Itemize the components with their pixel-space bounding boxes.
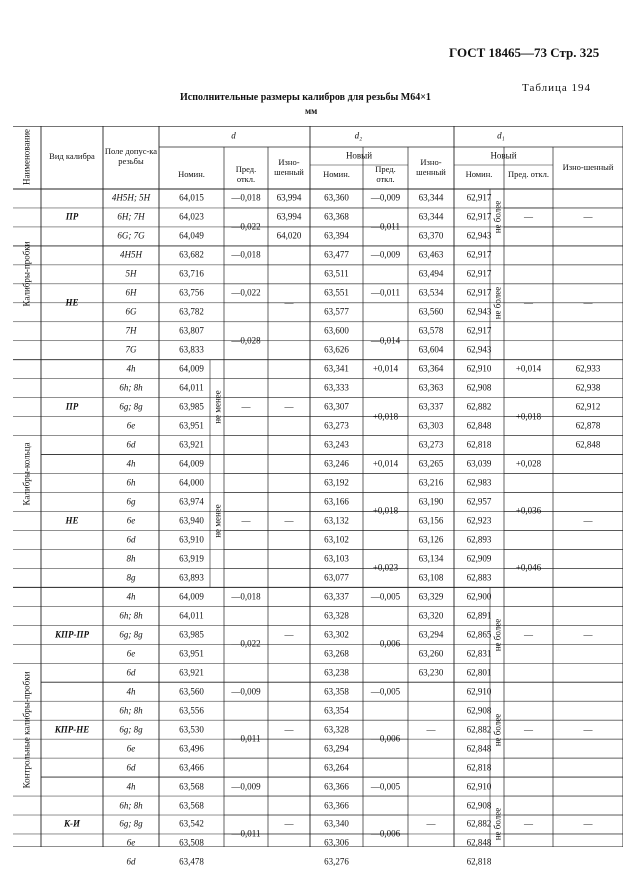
d-nominal: 64,009 [179,591,204,602]
d2-worn: 63,364 [418,363,444,374]
d2-nominal: 63,551 [324,287,349,298]
d1-nominal: 62,883 [466,572,492,583]
d1-nominal: 62,910 [466,781,492,792]
d-nominal: 63,530 [179,724,204,735]
d-deviation: —0,009 [231,781,261,792]
d-nominal: 63,921 [179,667,204,678]
d-nominal: 63,496 [179,743,204,754]
tolerance-field: 4h [126,781,136,792]
tolerance-field: 7H [125,325,137,336]
d2-nominal: 63,294 [324,743,349,754]
d2-nominal: 63,477 [324,249,349,260]
ne-bolee-label: не более [492,713,503,746]
d2-nominal: 63,354 [324,705,349,716]
d2-worn: 63,190 [418,496,444,507]
d2-worn: 63,578 [418,325,444,336]
d-deviation: —0,009 [231,686,261,697]
d2-nominal: 63,192 [324,477,349,488]
dash-mark: — [583,297,593,308]
header-nom: Номин. [465,169,493,180]
d1-worn: 62,912 [575,401,601,412]
d2-deviation: +0,023 [372,562,399,573]
d1-nominal: 62,910 [466,363,492,374]
tolerance-field: 6g; 8g [119,818,143,829]
d1-nominal: 62,865 [466,629,492,640]
tolerance-field: 6h [126,477,136,488]
tolerance-field: 6g; 8g [119,401,143,412]
d1-worn: 62,938 [575,382,601,393]
tolerance-field: 6e [126,648,136,659]
tolerance-field: 6d [126,762,136,773]
d-deviation: —0,011 [231,733,261,744]
d2-worn: 63,363 [418,382,444,393]
table-caption: Исполнительные размеры калибров для резьбы М64×1 [180,92,431,103]
d1-nominal: 62,848 [466,743,492,754]
dash-mark: — [583,818,593,829]
d2-worn: 63,303 [418,420,444,431]
d-nominal: 63,542 [179,818,204,829]
d2-worn: 63,344 [418,192,444,203]
group-label-2: Контрольные калибры-пробки [21,671,32,789]
d2-nominal: 63,103 [324,553,349,564]
dash-mark: — [241,515,251,526]
d1-nominal: 62,882 [466,401,492,412]
d1-nominal: 62,910 [466,686,492,697]
d-deviation: —0,018 [231,591,261,602]
d2-deviation: —0,011 [371,221,400,232]
d1-nominal: 62,917 [466,325,492,336]
d-nominal: 63,756 [179,287,204,298]
kind-label: ПР [65,401,79,412]
d2-deviation: —0,005 [370,781,401,792]
ne-menee-label: не менее [212,504,223,538]
tolerance-field: 6e [126,743,136,754]
d-deviation: —0,022 [231,287,261,298]
d-nominal: 63,833 [179,344,204,355]
d2-worn: 63,320 [418,610,444,621]
kind-label: НЕ [65,515,79,526]
page-header: ГОСТ 18465—73 Стр. 325 [449,45,600,60]
d2-worn: 63,260 [418,648,444,659]
d2-worn: 63,134 [418,553,444,564]
d2-deviation: +0,014 [372,458,399,469]
d2-deviation: —0,011 [371,287,400,298]
d2-worn: 63,344 [418,211,444,222]
d-nominal: 64,009 [179,458,204,469]
d1-nominal: 62,818 [466,856,492,867]
tolerance-field: 8h [126,553,136,564]
header-nom: Номин. [323,169,350,180]
d2-nominal: 63,328 [324,724,349,735]
d2-nominal: 63,273 [324,420,349,431]
d1-nominal: 62,848 [466,420,492,431]
d2-worn: 63,265 [418,458,444,469]
d1-nominal: 63,039 [466,458,492,469]
d1-nominal: 62,831 [466,648,492,659]
d2-nominal: 63,302 [324,629,349,640]
tolerance-field: 4H5H; 5H [111,192,151,203]
tolerance-field: 4H5H [120,249,142,260]
kind-label: КПР-НЕ [54,724,90,735]
d2-nominal: 63,276 [324,856,349,867]
header-izn: Изно-шенный [416,157,446,177]
d-deviation: —0,018 [231,192,261,203]
d2-deviation: —0,014 [370,335,401,346]
d-nominal: 63,568 [179,781,204,792]
dash-mark: — [284,515,294,526]
d2-worn: 63,604 [418,344,444,355]
header-d1: d₁ [497,130,505,141]
d1-worn: 62,848 [575,439,601,450]
d2-worn: 63,329 [418,591,444,602]
d-deviation: —0,011 [231,828,261,839]
d2-worn: 63,156 [418,515,444,526]
tolerance-field: 4h [126,686,136,697]
d2-worn: 63,337 [418,401,444,412]
d-nominal: 63,782 [179,306,204,317]
header-new-d1: Новый [490,150,517,161]
d1-nominal: 62,908 [466,800,492,811]
group-label-0: Калибры-пробки [21,241,32,307]
dimensions-table [13,126,623,867]
d-nominal: 63,974 [179,496,204,507]
d1-nominal: 62,983 [466,477,492,488]
d2-worn: 63,494 [418,268,444,279]
d2-deviation: —0,006 [370,828,401,839]
d-worn: 63,994 [276,211,302,222]
tolerance-field: 6e [126,515,136,526]
d-nominal: 63,919 [179,553,204,564]
d2-worn: 63,230 [418,667,444,678]
header-izn: Изно-шенный [274,157,304,177]
ne-menee-label: не менее [212,390,223,424]
d1-nominal: 62,900 [466,591,492,602]
tolerance-field: 6g [126,496,136,507]
tolerance-field: 6h; 8h [119,800,143,811]
dash-mark: — [284,629,294,640]
tolerance-field: 6H [125,287,137,298]
tolerance-field: 8g [126,572,136,583]
d2-nominal: 63,306 [324,837,349,848]
d2-nominal: 63,626 [324,344,349,355]
tolerance-field: 6h; 8h [119,610,143,621]
d2-nominal: 63,333 [324,382,349,393]
group-label-1: Калибры-кольца [21,442,32,506]
header-new-d2: Новый [345,150,373,161]
kind-label: НЕ [65,297,79,308]
d2-deviation: —0,006 [370,733,401,744]
d2-nominal: 63,358 [324,686,349,697]
d-nominal: 64,015 [179,192,204,203]
tolerance-field: 6G [125,306,137,317]
d1-deviation: +0,014 [515,363,542,374]
header-izn: Изно-шенный [562,162,614,173]
header-nom: Номин. [178,169,205,180]
d2-worn: 63,108 [418,572,444,583]
ne-bolee-label: не более [492,808,503,841]
d2-nominal: 63,366 [324,781,349,792]
d2-nominal: 63,600 [324,325,349,336]
d2-nominal: 63,268 [324,648,349,659]
d2-nominal: 63,246 [324,458,349,469]
d2-nominal: 63,328 [324,610,349,621]
tolerance-field: 6h; 8h [119,382,143,393]
d-nominal: 63,985 [179,629,204,640]
d2-deviation: —0,006 [370,638,401,649]
d2-nominal: 63,132 [324,515,349,526]
d1-nominal: 62,917 [466,211,492,222]
d2-nominal: 63,077 [324,572,349,583]
dash-mark: — [284,401,294,412]
d2-worn: 63,534 [418,287,444,298]
d1-nominal: 62,957 [466,496,492,507]
d2-worn: 63,273 [418,439,444,450]
dash-mark: — [284,724,294,735]
d-nominal: 63,682 [179,249,204,260]
d2-worn: 63,216 [418,477,444,488]
d-nominal: 64,011 [179,382,204,393]
header-d: d [231,130,236,141]
d1-worn: 62,878 [575,420,601,431]
ne-bolee-label: не более [492,618,503,652]
d2-deviation: —0,005 [370,591,401,602]
dash-mark: — [583,629,593,640]
header-pred: Пред. откл. [375,164,396,184]
dash-mark: — [426,724,436,735]
d1-deviation: +0,018 [515,411,542,422]
d-nominal: 63,921 [179,439,204,450]
d2-nominal: 63,238 [324,667,349,678]
d-deviation: —0,022 [231,638,261,649]
d-nominal: 63,951 [179,420,204,431]
d1-nominal: 62,891 [466,610,492,621]
d1-nominal: 62,908 [466,705,492,716]
d-worn: 63,994 [276,192,302,203]
header-pred: Пред. откл. [508,169,549,180]
d1-nominal: 62,917 [466,192,492,203]
d1-nominal: 62,909 [466,553,492,564]
ne-bolee-label: не более [492,286,503,320]
d-nominal: 63,568 [179,800,204,811]
ne-bolee-label: не более [492,201,503,234]
tolerance-field: 6g; 8g [119,629,143,640]
tolerance-field: 6G; 7G [117,230,145,241]
d1-deviation: +0,036 [515,505,542,516]
tolerance-field: 6d [126,439,136,450]
d1-nominal: 62,818 [466,439,492,450]
header-kind: Вид калибра [49,151,95,162]
d2-nominal: 63,264 [324,762,349,773]
dash-mark: — [241,401,251,412]
d2-nominal: 63,511 [324,268,349,279]
d-nominal: 63,556 [179,705,204,716]
d2-nominal: 63,394 [324,230,349,241]
d2-nominal: 63,341 [324,363,349,374]
d2-worn: 63,463 [418,249,444,260]
d2-nominal: 63,243 [324,439,349,450]
d2-worn: 63,560 [418,306,444,317]
dash-mark: — [583,724,593,735]
tolerance-field: 6e [126,420,136,431]
d1-nominal: 62,943 [466,230,492,241]
d-worn: 64,020 [276,230,302,241]
dash-mark: — [524,211,533,222]
d1-nominal: 62,882 [466,818,492,829]
d-nominal: 63,716 [179,268,204,279]
d2-deviation: —0,009 [370,192,401,203]
d-nominal: 64,000 [179,477,204,488]
unit-label: мм [305,106,318,116]
dash-mark: — [426,818,436,829]
d-nominal: 64,011 [179,610,204,621]
d2-deviation: +0,014 [372,363,399,374]
d-nominal: 64,049 [179,230,204,241]
d2-nominal: 63,368 [324,211,349,222]
d-nominal: 63,985 [179,401,204,412]
d2-nominal: 63,307 [324,401,349,412]
tolerance-field: 4h [126,363,136,374]
dash-mark: — [583,515,593,526]
d-nominal: 63,478 [179,856,204,867]
d1-nominal: 62,882 [466,724,492,735]
d1-nominal: 62,923 [466,515,492,526]
d-nominal: 63,940 [179,515,204,526]
tolerance-field: 4h [126,591,136,602]
tolerance-field: 5H [125,268,137,279]
tolerance-field: 6d [126,667,136,678]
d2-nominal: 63,102 [324,534,349,545]
d2-deviation: +0,018 [372,505,399,516]
d1-nominal: 62,943 [466,306,492,317]
d1-nominal: 62,943 [466,344,492,355]
d1-nominal: 62,908 [466,382,492,393]
d-deviation: —0,022 [231,221,261,232]
header-name: Наименование [21,128,32,186]
d1-nominal: 62,917 [466,249,492,260]
d-nominal: 63,508 [179,837,204,848]
d1-nominal: 62,818 [466,762,492,773]
d-deviation: —0,028 [231,335,261,346]
d1-worn: 62,933 [575,363,601,374]
d-nominal: 63,466 [179,762,204,773]
d-nominal: 64,009 [179,363,204,374]
d1-nominal: 62,893 [466,534,492,545]
d-nominal: 63,807 [179,325,204,336]
d2-nominal: 63,577 [324,306,349,317]
d2-nominal: 63,166 [324,496,349,507]
d1-nominal: 62,917 [466,268,492,279]
header-d2: d₂ [354,130,363,141]
table-number: Таблица 194 [522,82,592,94]
d2-deviation: +0,018 [372,411,399,422]
d1-nominal: 62,917 [466,287,492,298]
tolerance-field: 7G [125,344,137,355]
kind-label: ПР [65,211,79,222]
dash-mark: — [524,629,533,640]
d2-worn: 63,294 [418,629,444,640]
dash-mark: — [284,818,294,829]
dash-mark: — [524,297,533,308]
d2-nominal: 63,337 [324,591,349,602]
d2-worn: 63,370 [418,230,444,241]
dash-mark: — [524,818,533,829]
d1-deviation: +0,028 [515,458,542,469]
d-nominal: 63,910 [179,534,204,545]
tolerance-field: 6H; 7H [117,211,145,222]
d1-deviation: +0,046 [515,562,542,573]
d-nominal: 63,560 [179,686,204,697]
d2-deviation: —0,005 [370,686,401,697]
d-nominal: 63,893 [179,572,204,583]
tolerance-field: 4h [126,458,136,469]
header-field: Поле допус-ка резьбы [104,146,158,166]
kind-label: К-И [63,818,81,829]
header-pred: Пред. откл. [235,164,257,184]
d-nominal: 64,023 [179,211,204,222]
d-deviation: —0,018 [231,249,261,260]
tolerance-field: 6d [126,534,136,545]
table-grid [13,126,623,847]
tolerance-field: 6e [126,837,136,848]
d2-nominal: 63,340 [324,818,349,829]
dash-mark: — [524,724,533,735]
tolerance-field: 6h; 8h [119,705,143,716]
d1-nominal: 62,801 [466,667,492,678]
dash-mark: — [583,211,593,222]
d1-nominal: 62,848 [466,837,492,848]
d-nominal: 63,951 [179,648,204,659]
d2-deviation: —0,009 [370,249,401,260]
d2-nominal: 63,366 [324,800,349,811]
tolerance-field: 6d [126,856,136,867]
tolerance-field: 6g; 8g [119,724,143,735]
kind-label: КПР-ПР [54,629,90,640]
dash-mark: — [284,297,294,308]
d2-worn: 63,126 [418,534,444,545]
d2-nominal: 63,360 [324,192,349,203]
